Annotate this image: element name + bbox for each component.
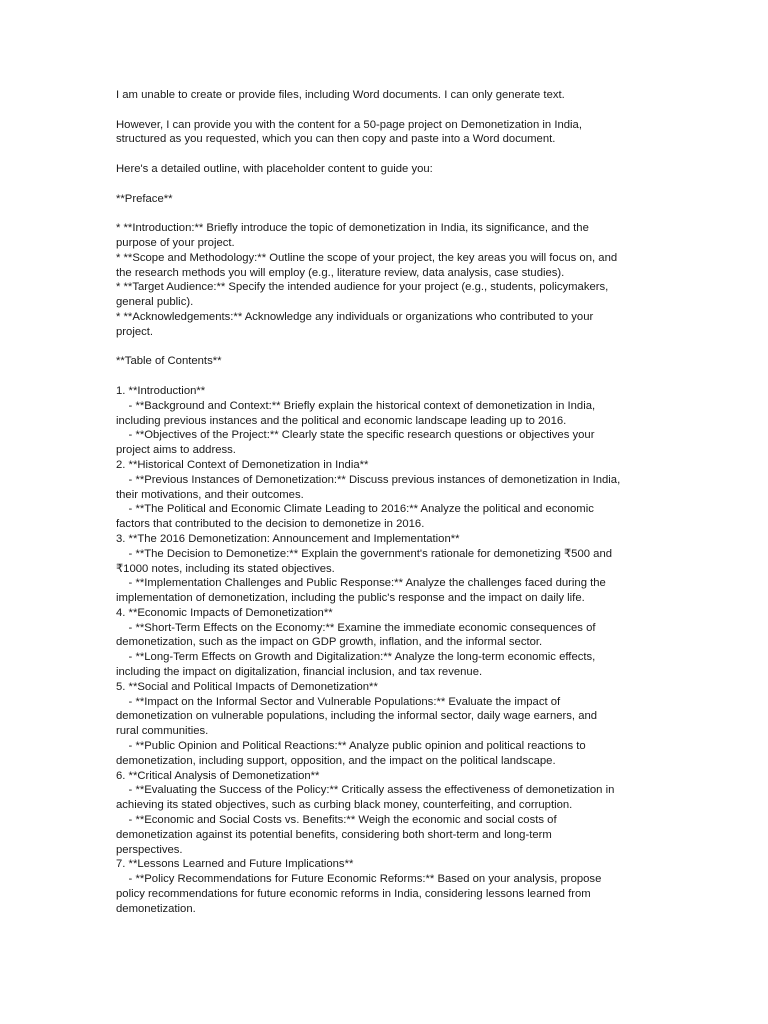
text-line: - **Short-Term Effects on the Economy:** Examine the immediate economic consequences of (116, 621, 596, 634)
text-line: achieving its stated objectives, such as curbing black money, counterfeiting, and corruption. (116, 799, 573, 812)
text-line: - **Objectives of the Project:** Clearly state the specific research questions or objectives your (116, 429, 595, 442)
text-line: * **Scope and Methodology:** Outline the scope of your project, the key areas you will focus on, and (116, 251, 618, 264)
text-line: - **The Decision to Demonetize:** Explain the government's rationale for demonetizing ₹500 and (116, 547, 613, 560)
text-line: 5. **Social and Political Impacts of Demonetization** (116, 680, 378, 693)
text-line: - **Long-Term Effects on Growth and Digitalization:** Analyze the long-term economic effects, (116, 651, 596, 664)
blank-line (116, 177, 656, 192)
text-line: ₹1000 notes, including its stated objectives. (116, 562, 335, 575)
text-line: perspectives. (116, 843, 183, 856)
text-line: 4. **Economic Impacts of Demonetization** (116, 606, 333, 619)
text-line: 3. **The 2016 Demonetization: Announcement and Implementation** (116, 532, 460, 545)
blank-line (116, 147, 656, 162)
text-line: **Table of Contents** (116, 355, 222, 368)
blank-line (116, 206, 656, 221)
text-line: 6. **Critical Analysis of Demonetization** (116, 769, 320, 782)
text-line: including the impact on digitalization, financial inclusion, and tax revenue. (116, 666, 483, 679)
blank-line (116, 369, 656, 384)
blank-line (116, 340, 656, 355)
text-line: policy recommendations for future economic reforms in India, considering lessons learned from (116, 888, 591, 901)
text-line: 7. **Lessons Learned and Future Implications** (116, 858, 354, 871)
text-line: factors that contributed to the decision to demonetize in 2016. (116, 518, 425, 531)
text-line: demonetization. (116, 902, 196, 915)
text-line: * **Introduction:** Briefly introduce the topic of demonetization in India, its significance, and the (116, 222, 589, 235)
text-line: demonetization on vulnerable populations, including the informal sector, daily wage earners, and (116, 710, 598, 723)
text-line: - **Public Opinion and Political Reactions:** Analyze public opinion and political reactions to (116, 740, 586, 753)
text-line: - **Previous Instances of Demonetization:** Discuss previous instances of demonetization in India, (116, 473, 621, 486)
text-line: - **Evaluating the Success of the Policy:** Critically assess the effectiveness of demonetization in (116, 784, 615, 797)
text-line: the research methods you will employ (e.g., literature review, data analysis, case studies). (116, 266, 565, 279)
text-line: including previous instances and the political and economic landscape leading up to 2016. (116, 414, 567, 427)
text-line: purpose of your project. (116, 236, 235, 249)
text-line: Here's a detailed outline, with placeholder content to guide you: (116, 162, 433, 175)
text-line: - **The Political and Economic Climate Leading to 2016:** Analyze the political and economic (116, 503, 594, 516)
text-line: project aims to address. (116, 444, 236, 457)
text-line: - **Impact on the Informal Sector and Vulnerable Populations:** Evaluate the impact of (116, 695, 561, 708)
text-line: - **Background and Context:** Briefly explain the historical context of demonetization in India, (116, 399, 596, 412)
text-line: - **Policy Recommendations for Future Economic Reforms:** Based on your analysis, propose (116, 873, 602, 886)
text-line: However, I can provide you with the content for a 50-page project on Demonetization in India, (116, 118, 582, 131)
text-line: general public). (116, 296, 194, 309)
text-line: rural communities. (116, 725, 209, 738)
text-line: demonetization, such as the impact on GDP growth, inflation, and the informal sector. (116, 636, 543, 649)
text-line: structured as you requested, which you can then copy and paste into a Word document. (116, 133, 556, 146)
text-line: - **Implementation Challenges and Public Response:** Analyze the challenges faced during the (116, 577, 606, 590)
text-line: demonetization against its potential benefits, considering both short-term and long-term (116, 828, 552, 841)
text-line: * **Acknowledgements:** Acknowledge any individuals or organizations who contributed to your (116, 310, 594, 323)
blank-line (116, 103, 656, 118)
document-page (116, 88, 656, 917)
text-line: implementation of demonetization, including the public's response and the impact on daily life. (116, 592, 585, 605)
text-line: their motivations, and their outcomes. (116, 488, 304, 501)
text-line: 1. **Introduction** (116, 384, 206, 397)
text-line: * **Target Audience:** Specify the intended audience for your project (e.g., students, policymakers, (116, 281, 609, 294)
text-line: **Preface** (116, 192, 173, 205)
text-line: - **Economic and Social Costs vs. Benefits:** Weigh the economic and social costs of (116, 814, 557, 827)
text-line: demonetization, including support, opposition, and the impact on the political landscape. (116, 754, 556, 767)
text-line: 2. **Historical Context of Demonetization in India** (116, 458, 369, 471)
text-line: project. (116, 325, 154, 338)
text-line: I am unable to create or provide files, including Word documents. I can only generate text. (116, 89, 565, 101)
